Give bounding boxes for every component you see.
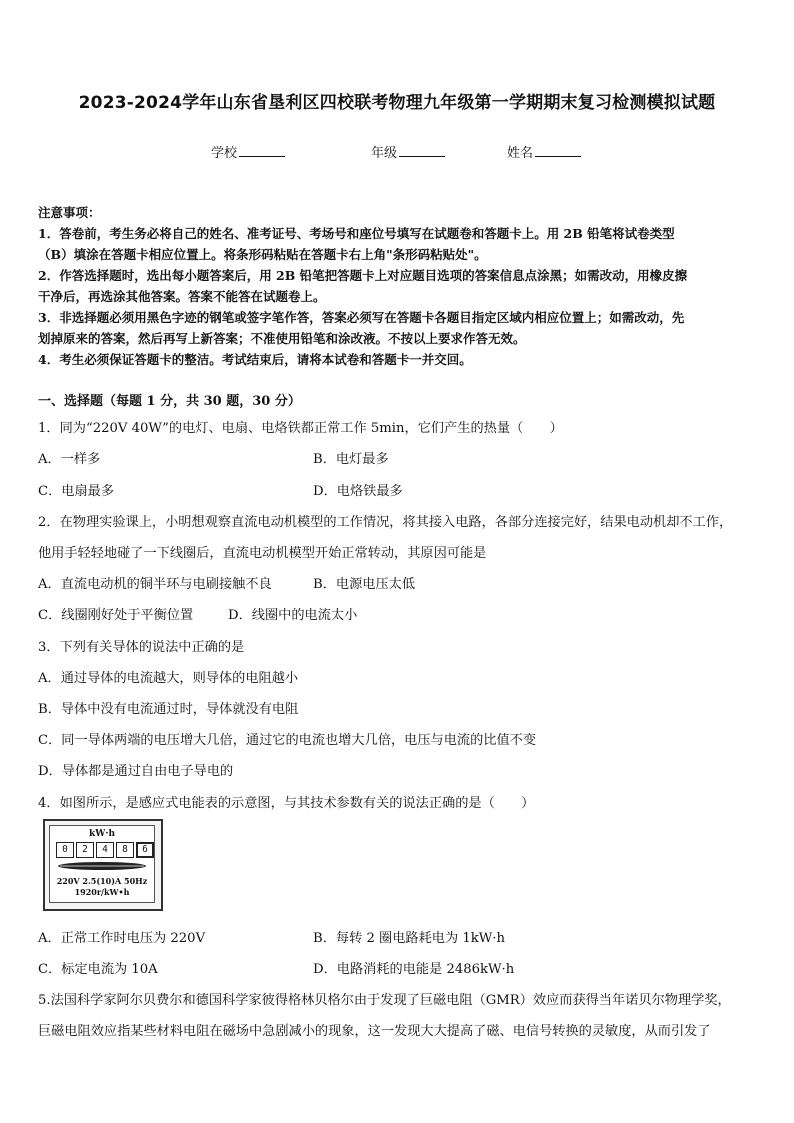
grade-field[interactable]: [371, 142, 445, 161]
q1-option-c: C．电扇最多: [38, 484, 115, 499]
q4-option-c: C．标定电流为 10A: [38, 962, 158, 977]
q4-option-d: D．电路消耗的电能是 2486kW·h: [313, 962, 515, 977]
q2-stem-line1: 2．在物理实验课上，小明想观察直流电动机模型的工作情况，将其接入电路，各部分连接完好，结果电动机却不工作，: [38, 515, 733, 530]
q1-option-d: D．电烙铁最多: [313, 484, 403, 499]
meter-spec-revolutions: 1920r/kW•h: [74, 887, 130, 897]
notes-heading: 注意事项：: [38, 205, 101, 220]
name-blank[interactable]: [535, 144, 581, 157]
note-line: 4．考生必须保证答题卡的整洁。考试结束后，请将本试卷和答题卡一并交回。: [38, 352, 472, 367]
q3-option-a: A．通过导体的电流越大，则导体的电阻越小: [38, 671, 299, 686]
q4-stem: 4．如图所示，是感应式电能表的示意图，与其技术参数有关的说法正确的是（ ）: [38, 796, 535, 811]
note-line: 2．作答选择题时，选出每小题答案后，用 2B 铅笔把答题卡上对应题目选项的答案信息点涂黑；如需改动，用橡皮擦: [38, 268, 688, 283]
q2-option-d: D．线圈中的电流太小: [228, 608, 358, 623]
energy-meter-figure: [43, 819, 163, 911]
meter-counter: [56, 842, 156, 858]
meter-digit: 2: [76, 842, 94, 858]
q4-option-a: A．正常工作时电压为 220V: [38, 931, 206, 946]
section-heading: 一、选择题（每题 1 分，共 30 题，30 分）: [38, 394, 301, 409]
page-title: 2023-2024学年山东省垦利区四校联考物理九年级第一学期期末复习检测模拟试题: [78, 93, 716, 113]
meter-digit: 8: [116, 842, 134, 858]
q3-option-c: C．同一导体两端的电压增大几倍，通过它的电流也增大几倍，电压与电流的比值不变: [38, 733, 537, 748]
note-line: （B）填涂在答题卡相应位置上。将条形码粘贴在答题卡右上角"条形码粘贴处"。: [38, 247, 487, 262]
note-line: 3．非选择题必须用黑色字迹的钢笔或签字笔作答，答案必须写在答题卡各题目指定区域内相应位置上；如需改动，先: [38, 310, 685, 325]
note-line: 划掉原来的答案，然后再写上新答案；不准使用铅笔和涂改液。不按以上要求作答无效。: [38, 331, 526, 346]
grade-blank[interactable]: [399, 144, 445, 157]
meter-digit: 0: [56, 842, 74, 858]
note-line: 1．答卷前，考生务必将自己的姓名、准考证号、考场号和座位号填写在试题卷和答题卡上。用 2B 铅笔将试卷类型: [38, 226, 675, 241]
q3-option-b: B．导体中没有电流通过时，导体就没有电阻: [38, 702, 299, 717]
energy-meter-face: [49, 825, 155, 903]
q4-option-b: B．每转 2 圈电路耗电为 1kW·h: [313, 931, 505, 946]
meter-unit-label: kW·h: [88, 829, 116, 839]
q3-option-d: D．导体都是通过自由电子导电的: [38, 764, 234, 779]
name-field[interactable]: [507, 142, 581, 161]
meter-digit: 6: [136, 842, 154, 858]
meter-digit: 4: [96, 842, 114, 858]
q2-option-c: C．线圈刚好处于平衡位置: [38, 608, 194, 623]
grade-label: 年级: [371, 146, 398, 161]
meter-spec-rating: 220V 2.5(10)A 50Hz: [56, 876, 148, 886]
q5-stem-line1: 5.法国科学家阿尔贝费尔和德国科学家彼得格林贝格尔由于发现了巨磁电阻（GMR）效应而获得当年诺贝尔物理学奖，: [38, 993, 731, 1008]
q1-option-a: A．一样多: [38, 452, 101, 467]
q3-stem: 3．下列有关导体的说法中正确的是: [38, 640, 245, 655]
school-blank[interactable]: [239, 144, 285, 157]
q1-stem: 1．同为“220V 40W”的电灯、电扇、电烙铁都正常工作 5min，它们产生的热量（ ）: [38, 421, 563, 436]
name-label: 姓名: [507, 146, 534, 161]
meter-rotor-disc-icon: [56, 860, 148, 872]
note-line: 干净后，再选涂其他答案。答案不能答在试题卷上。: [38, 289, 326, 304]
school-field[interactable]: [211, 142, 285, 161]
school-label: 学校: [211, 146, 238, 161]
q1-option-b: B．电灯最多: [313, 452, 389, 467]
q2-option-a: A．直流电动机的铜半环与电刷接触不良: [38, 577, 272, 592]
q2-stem-line2: 他用手轻轻地碰了一下线圈后，直流电动机模型开始正常转动，其原因可能是: [38, 546, 487, 561]
q5-stem-line2: 巨磁电阻效应指某些材料电阻在磁场中急剧减小的现象，这一发现大大提高了磁、电信号转换的灵敏度，从而引发了: [38, 1024, 711, 1039]
q2-option-b: B．电源电压太低: [313, 577, 416, 592]
